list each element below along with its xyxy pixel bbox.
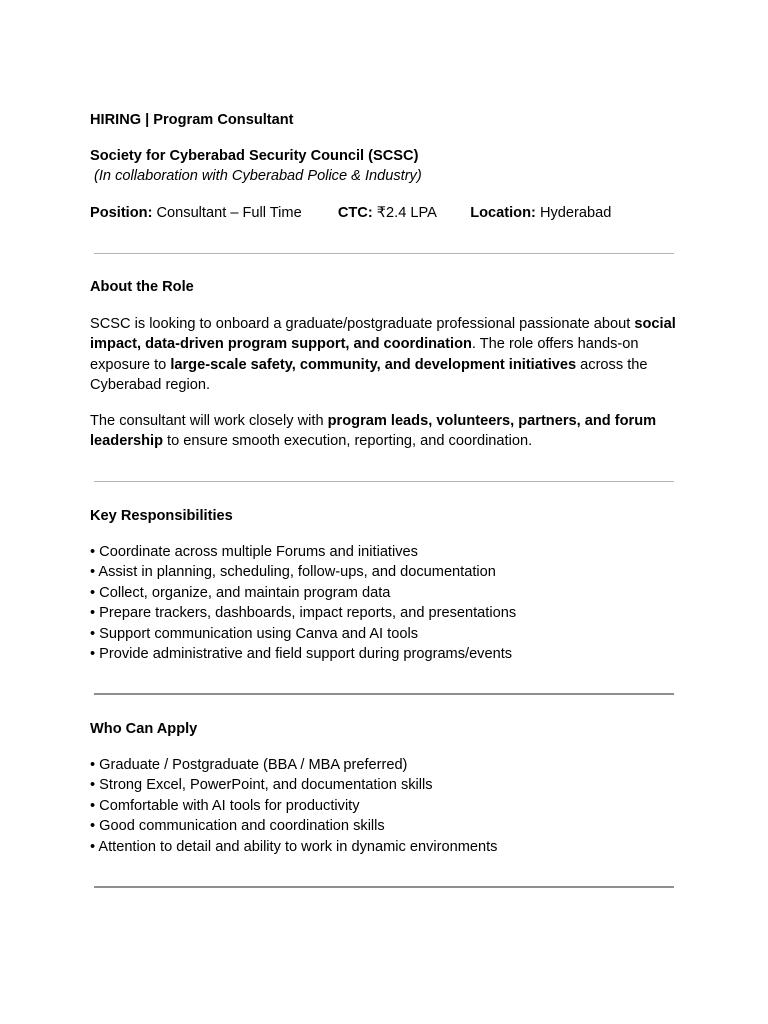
list-item: • Attention to detail and ability to work in dynamic environments <box>90 837 680 857</box>
organization-block <box>90 146 680 187</box>
list-item: • Collect, organize, and maintain program data <box>90 583 680 603</box>
about-heading: About the Role <box>90 279 194 295</box>
collaboration-note: (In collaboration with Cyberabad Police & Industry) <box>94 168 422 185</box>
location-value: Hyderabad <box>539 205 612 221</box>
list-item: • Graduate / Postgraduate (BBA / MBA preferred) <box>90 755 680 775</box>
page-title: HIRING | Program Consultant <box>90 112 294 128</box>
organization-name: Society for Cyberabad Security Council (SCSC) <box>90 148 419 164</box>
list-item: • Strong Excel, PowerPoint, and documentation skills <box>90 775 680 795</box>
responsibilities-heading: Key Responsibilities <box>90 508 233 524</box>
list-item: • Good communication and coordination skills <box>90 816 680 836</box>
list-item: • Provide administrative and field support during programs/events <box>90 644 680 664</box>
job-meta <box>90 203 730 223</box>
apply-list <box>90 755 680 857</box>
about-paragraph-2: The consultant will work closely with program leads, volunteers, partners, and forum leadership to ensure smooth execution, reporting, and coordination. <box>90 413 657 450</box>
divider <box>94 693 674 695</box>
apply-heading: Who Can Apply <box>90 721 198 737</box>
divider <box>94 886 674 888</box>
list-item: • Comfortable with AI tools for productivity <box>90 796 680 816</box>
position-label: Position: <box>90 205 153 221</box>
list-item: • Support communication using Canva and AI tools <box>90 624 680 644</box>
divider <box>94 253 674 254</box>
list-item: • Assist in planning, scheduling, follow-ups, and documentation <box>90 562 680 582</box>
list-item: • Prepare trackers, dashboards, impact reports, and presentations <box>90 603 680 623</box>
position-value: Consultant – Full Time <box>156 205 302 221</box>
about-paragraph-1: SCSC is looking to onboard a graduate/postgraduate professional passionate about social impact, data-driven program support, and coordination. The role offers hands-on exposure to large-scale safety, community, and development initiatives across the Cyberabad region. <box>90 316 676 394</box>
divider <box>94 481 674 482</box>
location-label: Location: <box>470 205 536 221</box>
responsibilities-list <box>90 542 680 664</box>
ctc-value: ₹2.4 LPA <box>376 205 437 221</box>
ctc-label: CTC: <box>337 205 373 221</box>
list-item: • Coordinate across multiple Forums and initiatives <box>90 542 680 562</box>
